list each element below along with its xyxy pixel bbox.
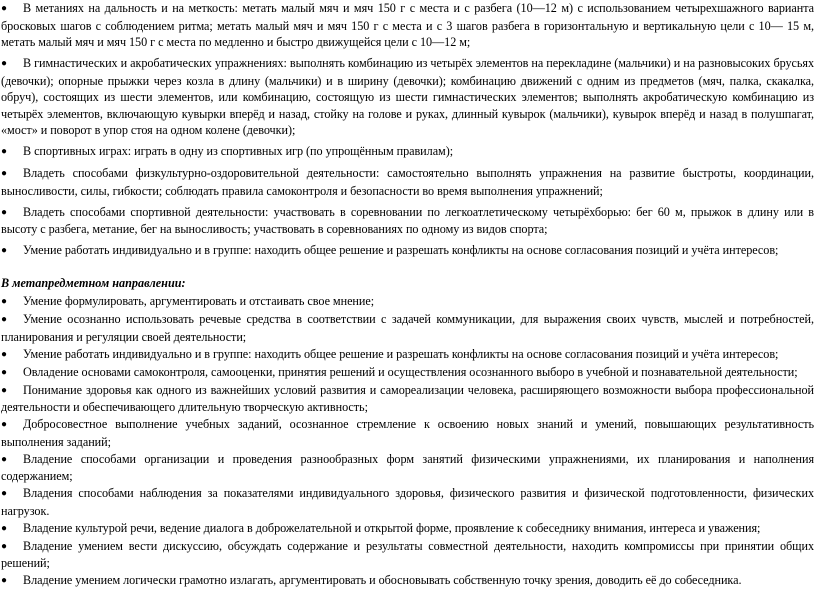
list-item <box>1 364 814 382</box>
list-item-text: В метаниях на дальность и на меткость: метать малый мяч и мяч 150 г с места и с разбега (10—12 м) с использованием четырехшажного варианта бросковых шагов с соблюдением ритма; метать малый мяч и мяч 150 г с места и с 3 шагов разбега в горизонтальную и вертикальную цели с 10— 15 м, метать малый мяч и мяч 150 г с места по медленно и быстро движущейся цели с 10—12 м; <box>1 1 814 49</box>
bullet-icon: ● <box>1 522 7 534</box>
bullet-icon: ● <box>1 314 7 325</box>
list-item <box>1 382 814 416</box>
list-item <box>1 242 814 260</box>
list-item-text: Понимание здоровья как одного из важнейших условий развития и самореализации человека, расширяющего возможности выбора профессиональной деятельности и обеспечивающего длительную творческую активность; <box>1 382 814 414</box>
list-item <box>1 0 814 51</box>
list-item-text: Владеть способами спортивной деятельности: участвовать в соревновании по легкоатлетическому четырёхборью: бег 60 м, прыжок в длину или в высоту с разбега, метание, бег на выносливость; участвовать в соревнованиях по одному из видов спорта; <box>1 204 814 236</box>
list-item <box>1 572 814 590</box>
bullet-icon: ● <box>1 488 7 499</box>
bullet-icon: ● <box>1 245 7 256</box>
bullet-icon: ● <box>1 419 7 430</box>
bullet-icon: ● <box>1 575 7 586</box>
list-item <box>1 416 814 450</box>
bullet-icon: ● <box>1 146 7 157</box>
bullet-icon: ● <box>1 384 7 396</box>
list-item <box>1 485 814 519</box>
list-item-text: Владения способами наблюдения за показателями индивидуального здоровья, физического развития и физической подготовленности, физических нагрузок. <box>1 486 814 518</box>
list-item-text: Умение работать индивидуально и в группе: находить общее решение и разрешать конфликты на основе согласования позиций и учёта интересов; <box>23 346 779 361</box>
list-item-text: В спортивных играх: играть в одну из спортивных игр (по упрощённым правилам); <box>23 144 454 158</box>
bullet-icon: ● <box>1 58 7 69</box>
list-item <box>1 165 814 199</box>
bullet-icon: ● <box>1 366 7 378</box>
list-item-text: В гимнастических и акробатических упражнениях: выполнять комбинацию из четырёх элементов на перекладине (мальчики) и на разновысоких брусьях (девочки); опорные прыжки через козла в длину (мальчики) и в ширину (девочки); комбинацию движений с одним из предметов (мяч, палка, скакалка, обруч), состоящих из шести элементов, или комбинацию, состоящую из шести гимнастических элементов; выполнять акробатическую комбинацию из четырёх элементов, включающую кувырки вперёд и назад, стойку на голове и руках, длинный кувырок (мальчики), кувырок вперёд и назад в полушпагат, «мост» и поворот в упор стоя на одном колене (девочки); <box>1 56 814 137</box>
list-item-text: Овладение основами самоконтроля, самооценки, принятия решений и осуществления осознанного выборо в учебной и познавательной деятельности; <box>23 364 798 379</box>
list-item <box>1 538 814 572</box>
list-item-text: Владеть способами физкультурно-оздоровительной деятельности: самостоятельно выполнять упражнения на развитие быстроты, координации, выносливости, силы, гибкости; соблюдать правила самоконтроля и безопасности во время выполнения упражнений; <box>1 166 814 198</box>
bullet-icon: ● <box>1 3 7 14</box>
bullet-icon: ● <box>1 348 7 360</box>
list-item-text: Умение работать индивидуально и в группе: находить общее решение и разрешать конфликты на основе согласования позиций и учёта интересов; <box>23 243 779 257</box>
list-item <box>1 204 814 238</box>
bullet-icon: ● <box>1 540 7 552</box>
list-item <box>1 55 814 139</box>
bullet-icon: ● <box>1 296 7 307</box>
list-item <box>1 311 814 345</box>
list-item-text: Умение формулировать, аргументировать и отстаивать свое мнение; <box>23 294 375 308</box>
bullet-icon: ● <box>1 206 7 218</box>
section-heading: В метапредметном направлении: <box>1 275 186 290</box>
list-item-text: Владение умением логически грамотно излагать, аргументировать и обосновывать собственную точку зрения, доводить её до собеседника. <box>23 573 742 587</box>
list-item <box>1 293 814 311</box>
bullet-icon: ● <box>1 168 7 179</box>
list-item-text: Умение осознанно использовать речевые средства в соответствии с задачей коммуникации, для выражения своих чувств, мыслей и потребностей, планирования и регуляции своей деятельности; <box>1 312 814 344</box>
bullet-icon: ● <box>1 453 7 465</box>
list-item <box>1 451 814 485</box>
list-item <box>1 143 814 161</box>
list-item <box>1 520 814 538</box>
list-item-text: Владение способами организации и проведения разнообразных форм занятий физическими упражнениями, их планирования и наполнения содержанием; <box>1 451 814 483</box>
list-item <box>1 346 814 364</box>
list-item-text: Добросовестное выполнение учебных заданий, осознанное стремление к освоению новых знаний и умений, повышающих результативность выполнения заданий; <box>1 417 814 449</box>
list-item-text: Владение культурой речи, ведение диалога в доброжелательной и открытой форме, проявление к собеседнику внимания, интереса и уважения; <box>23 520 761 535</box>
list-item-text: Владение умением вести дискуссию, обсуждать содержание и результаты совместной деятельности, находить компромиссы при принятии общих решений; <box>1 538 814 570</box>
